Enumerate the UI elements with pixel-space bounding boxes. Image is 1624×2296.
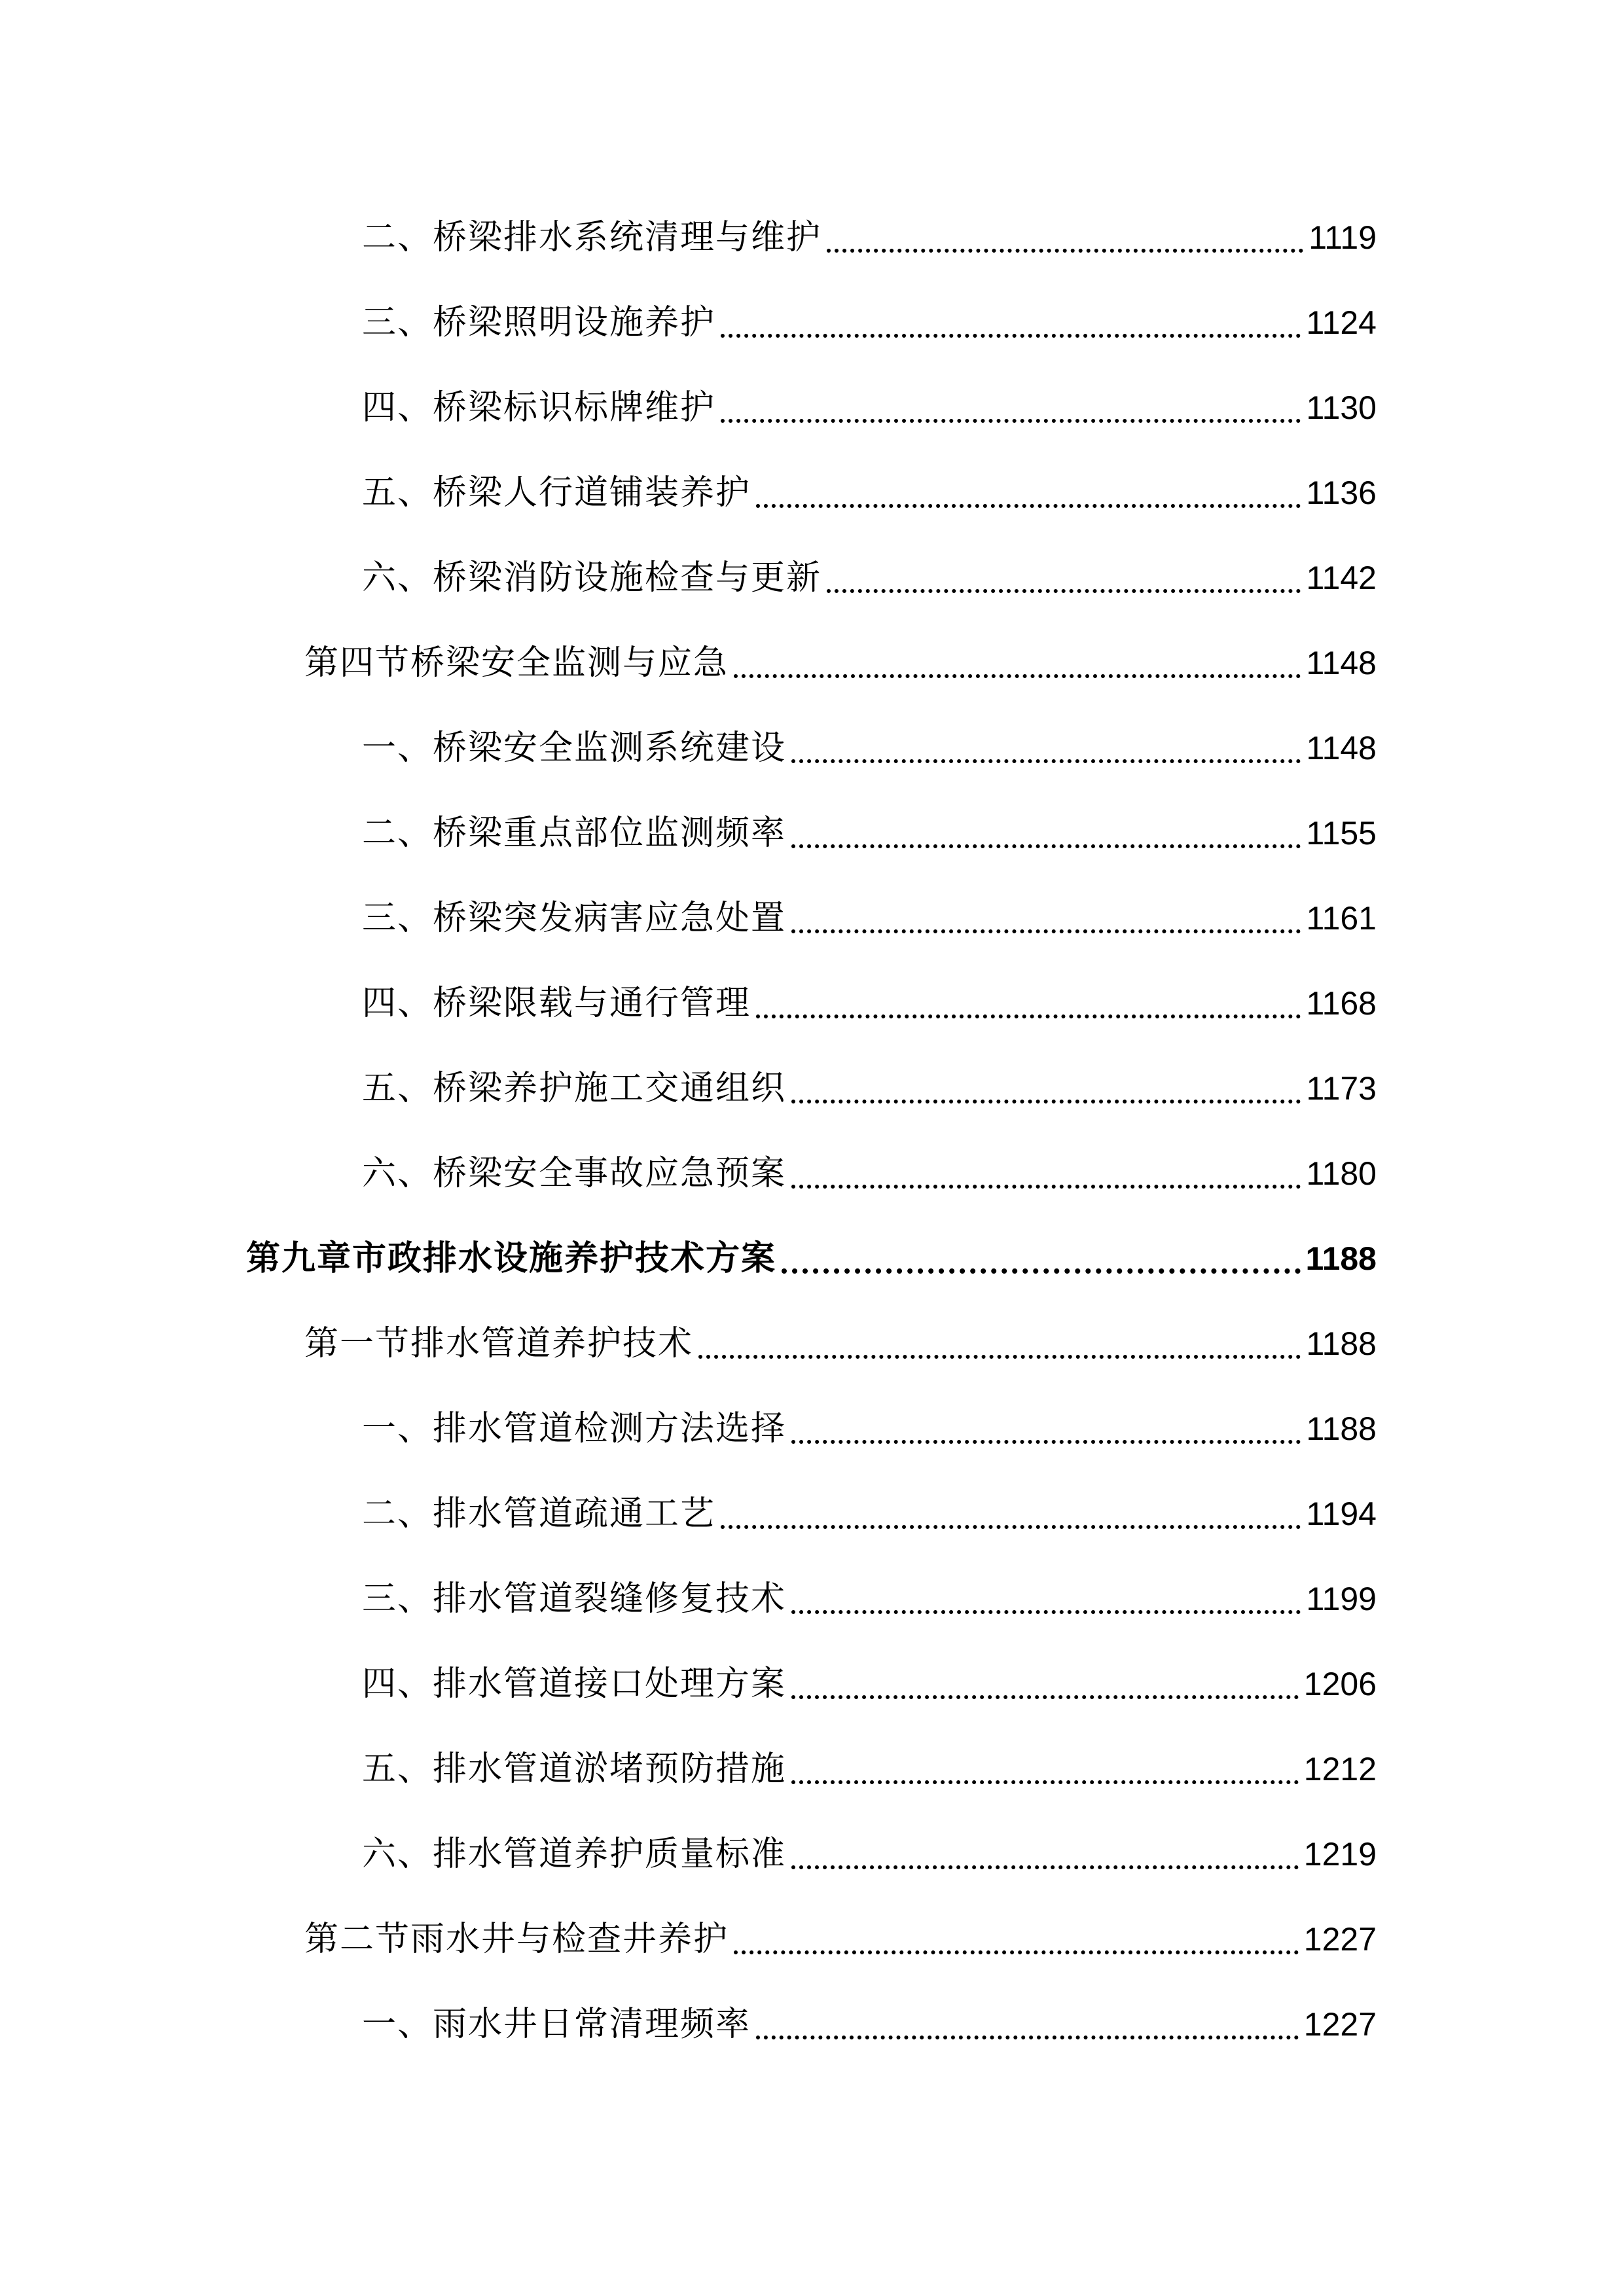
toc-entry-title: 一、排水管道检测方法选择 [362, 1409, 787, 1448]
dot-leader [756, 504, 1301, 508]
toc-entry-page: 1124 [1306, 304, 1377, 341]
toc-entry-section[interactable] [304, 634, 1377, 692]
toc-entry-page: 1148 [1306, 645, 1377, 681]
toc-entry[interactable] [362, 1399, 1377, 1458]
toc-entry-page: 1130 [1306, 389, 1377, 426]
toc-entry-page: 1148 [1306, 730, 1377, 766]
toc-entry[interactable] [362, 1570, 1377, 1628]
toc-entry-page: 1188 [1306, 1410, 1377, 1447]
toc-entry-title: 一、桥梁安全监测系统建设 [362, 728, 787, 768]
toc-entry-title: 一、雨水井日常清理频率 [362, 2005, 751, 2044]
toc-entry[interactable] [362, 293, 1377, 352]
toc-entry-page: 1199 [1306, 1581, 1377, 1617]
toc-entry[interactable] [362, 463, 1377, 522]
toc-entry[interactable] [362, 804, 1377, 863]
toc-entry-page: 1136 [1306, 475, 1377, 511]
toc-entry-title: 三、排水管道裂缝修复技术 [362, 1579, 787, 1619]
dot-leader [756, 2036, 1299, 2039]
toc-entry-title: 二、桥梁重点部位监测频率 [362, 814, 787, 853]
toc-entry-page: 1219 [1303, 1836, 1377, 1873]
toc-entry-page: 1206 [1303, 1666, 1377, 1702]
toc-entry-page: 1155 [1306, 815, 1377, 852]
toc-entry[interactable] [362, 719, 1377, 778]
toc-entry[interactable] [362, 1059, 1377, 1118]
dot-leader [791, 929, 1301, 933]
dot-leader [756, 1014, 1301, 1018]
toc-entry-section[interactable] [304, 1910, 1377, 1969]
toc-entry-page: 1194 [1306, 1496, 1377, 1532]
toc-entry-page: 1180 [1306, 1155, 1377, 1192]
toc-entry-title: 五、桥梁养护施工交通组织 [362, 1069, 787, 1108]
toc-entry-title: 三、桥梁突发病害应急处置 [362, 899, 787, 938]
toc-entry[interactable] [362, 208, 1377, 267]
toc-entry-page: 1173 [1306, 1070, 1377, 1107]
dot-leader [791, 1865, 1299, 1869]
toc-entry[interactable] [362, 889, 1377, 948]
toc-entry[interactable] [362, 974, 1377, 1033]
dot-leader [791, 759, 1301, 763]
dot-leader [721, 1525, 1301, 1529]
toc-entry-page: 1188 [1305, 1240, 1377, 1277]
toc-entry-title: 六、桥梁消防设施检查与更新 [362, 558, 822, 598]
dot-leader [827, 589, 1301, 593]
toc-entry-title: 第九章市政排水设施养护技术方案 [246, 1239, 777, 1278]
toc-entry-title: 二、排水管道疏通工艺 [362, 1494, 716, 1534]
toc-entry[interactable] [362, 1995, 1377, 2054]
toc-entry-page: 1161 [1306, 900, 1377, 937]
toc-entry-chapter[interactable] [246, 1229, 1377, 1288]
toc-entry[interactable] [362, 1655, 1377, 1713]
toc-entry-title: 五、桥梁人行道铺装养护 [362, 473, 751, 512]
toc-entry-title: 六、桥梁安全事故应急预案 [362, 1154, 787, 1193]
toc-entry-page: 1168 [1306, 985, 1377, 1022]
dot-leader [791, 1100, 1301, 1103]
dot-leader [734, 1950, 1299, 1954]
toc-entry[interactable] [362, 1825, 1377, 1884]
toc-entry-page: 1227 [1303, 1921, 1377, 1958]
toc-entry-title: 四、排水管道接口处理方案 [362, 1664, 787, 1704]
dot-leader [791, 1695, 1299, 1699]
toc-entry[interactable] [362, 1484, 1377, 1543]
toc-entry-page: 1212 [1303, 1751, 1377, 1787]
dot-leader [827, 249, 1303, 253]
toc-entry[interactable] [362, 1144, 1377, 1203]
toc-entry[interactable] [362, 548, 1377, 607]
dot-leader [721, 334, 1301, 338]
dot-leader [791, 1780, 1299, 1784]
toc-entry-page: 1227 [1303, 2006, 1377, 2043]
dot-leader [791, 1440, 1301, 1444]
toc-entry-page: 1188 [1306, 1325, 1377, 1362]
toc-entry-title: 第二节雨水井与检查井养护 [304, 1920, 729, 1959]
dot-leader [791, 1185, 1301, 1189]
toc-entry[interactable] [362, 1740, 1377, 1799]
toc-entry-title: 四、桥梁限载与通行管理 [362, 984, 751, 1023]
toc-entry-title: 第一节排水管道养护技术 [304, 1324, 694, 1363]
dot-leader [698, 1355, 1301, 1359]
toc-entry-page: 1142 [1306, 560, 1377, 596]
toc-entry-title: 五、排水管道淤堵预防措施 [362, 1749, 787, 1789]
dot-leader [734, 674, 1301, 678]
toc-entry-title: 三、桥梁照明设施养护 [362, 303, 716, 342]
toc-entry-title: 第四节桥梁安全监测与应急 [304, 643, 729, 683]
toc-entry-section[interactable] [304, 1314, 1377, 1373]
dot-leader [791, 1610, 1301, 1614]
toc-entry-page: 1119 [1308, 219, 1377, 256]
toc-entry-title: 二、桥梁排水系统清理与维护 [362, 218, 822, 257]
toc-entry[interactable] [362, 378, 1377, 437]
toc-entry-title: 四、桥梁标识标牌维护 [362, 388, 716, 427]
dot-leader [782, 1268, 1301, 1274]
dot-leader [791, 844, 1301, 848]
toc-entry-title: 六、排水管道养护质量标准 [362, 1835, 787, 1874]
dot-leader [721, 419, 1301, 423]
